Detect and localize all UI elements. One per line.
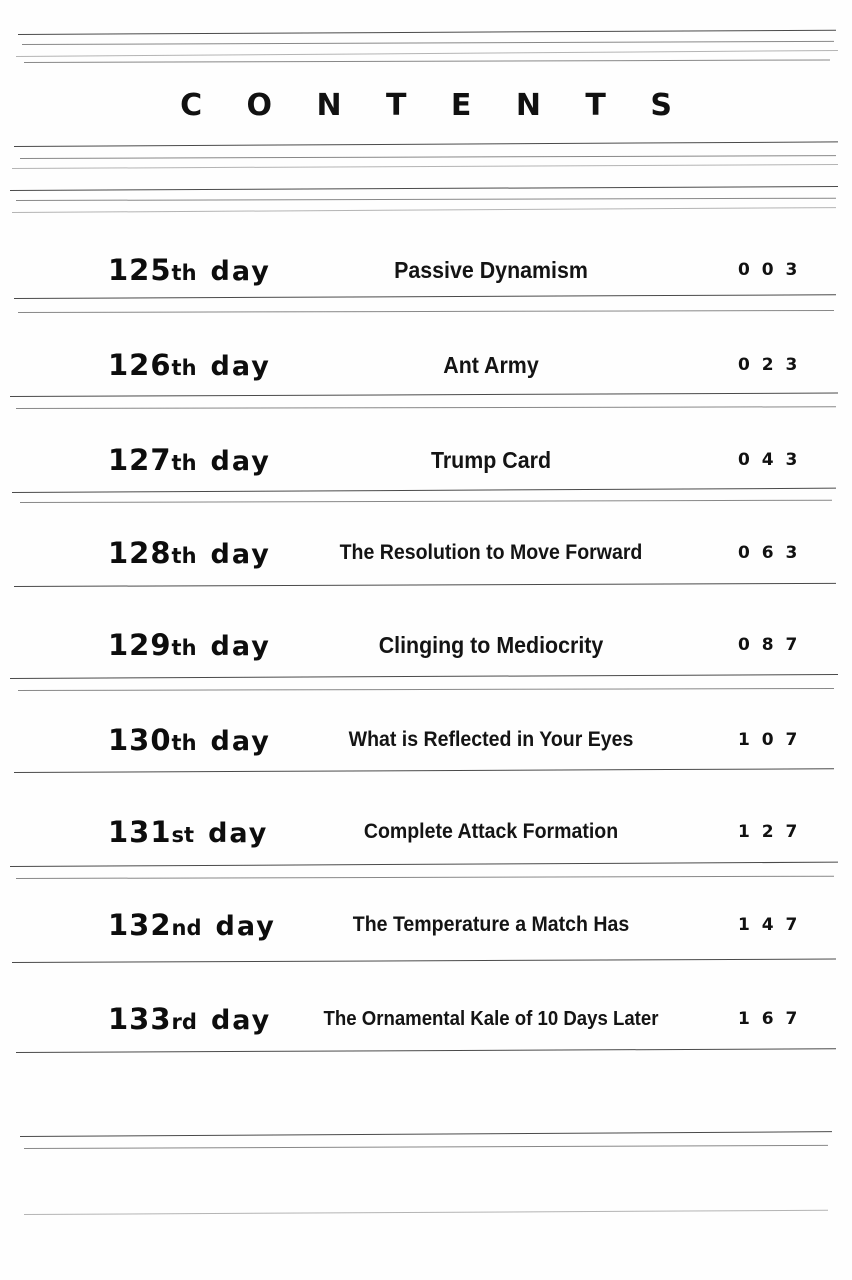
entry-day-word: day xyxy=(210,726,271,757)
rule-line xyxy=(12,488,836,493)
entry-page-number: 1 4 7 xyxy=(738,915,801,935)
rule-line xyxy=(16,50,838,57)
contents-entry[interactable] xyxy=(0,899,852,951)
rule-line xyxy=(16,1048,836,1053)
entry-ordinal: th xyxy=(171,356,197,380)
entry-ordinal: nd xyxy=(171,916,202,940)
entry-number: 132 xyxy=(108,908,172,942)
entry-day-word: day xyxy=(208,818,269,849)
entry-page-number: 0 8 7 xyxy=(738,635,801,655)
entry-ordinal: st xyxy=(171,823,195,847)
rule-line xyxy=(14,768,834,773)
entry-day-word: day xyxy=(215,911,276,942)
entry-number: 130 xyxy=(108,723,172,757)
entry-number: 125 xyxy=(108,253,172,287)
entry-day xyxy=(0,443,271,477)
entry-day-word: day xyxy=(210,1005,272,1036)
entry-ordinal: th xyxy=(171,636,197,660)
rule-line xyxy=(24,1210,828,1215)
rule-line xyxy=(24,1145,828,1149)
entry-ordinal: th xyxy=(171,261,197,285)
rule-line xyxy=(12,959,836,963)
entry-number: 129 xyxy=(108,628,172,662)
contents-entry[interactable] xyxy=(0,527,852,579)
entry-day xyxy=(0,628,271,662)
rule-line xyxy=(16,198,836,201)
entry-day xyxy=(0,536,271,570)
rule-line xyxy=(12,207,836,213)
entry-page-number: 0 0 3 xyxy=(738,260,801,280)
entry-day-word: day xyxy=(210,539,271,570)
entry-title: The Resolution to Move Forward xyxy=(339,541,643,564)
entry-title: What is Reflected in Your Eyes xyxy=(348,728,634,751)
entry-title: Ant Army xyxy=(443,351,539,378)
rule-line xyxy=(20,1131,832,1137)
rule-line xyxy=(18,688,834,691)
entry-title: Passive Dynamism xyxy=(394,256,588,283)
contents-entry[interactable] xyxy=(0,434,852,486)
rule-line xyxy=(20,155,836,159)
entry-title: The Ornamental Kale of 10 Days Later xyxy=(323,1007,659,1030)
entry-page-number: 0 6 3 xyxy=(738,543,801,563)
contents-entry[interactable] xyxy=(0,993,852,1045)
entry-day-word: day xyxy=(210,351,271,382)
rule-line xyxy=(24,59,830,63)
contents-entry[interactable] xyxy=(0,806,852,858)
rule-line xyxy=(14,141,838,147)
entry-title: The Temperature a Match Has xyxy=(352,913,630,936)
entry-ordinal: th xyxy=(171,731,197,755)
entry-day xyxy=(0,1002,272,1036)
rule-line xyxy=(16,876,834,879)
entry-ordinal: rd xyxy=(171,1010,197,1034)
entry-ordinal: th xyxy=(171,451,197,475)
contents-entry[interactable] xyxy=(0,619,852,671)
contents-entry[interactable] xyxy=(0,714,852,766)
entry-day xyxy=(0,723,271,757)
entry-day xyxy=(0,815,269,849)
entry-day xyxy=(0,348,271,382)
rule-line xyxy=(10,674,838,679)
entry-page-number: 0 2 3 xyxy=(738,355,801,375)
rule-line xyxy=(12,164,838,169)
rule-line xyxy=(18,30,836,35)
entry-day xyxy=(0,253,271,287)
entry-number: 127 xyxy=(108,443,172,477)
entry-day xyxy=(0,908,276,942)
entry-number: 131 xyxy=(108,815,172,849)
rule-line xyxy=(20,500,832,503)
entry-page-number: 1 0 7 xyxy=(738,730,801,750)
entry-day-word: day xyxy=(210,256,271,287)
entry-ordinal: th xyxy=(171,544,197,568)
entry-number: 133 xyxy=(108,1002,172,1036)
page-title: C O N T E N T S xyxy=(180,88,689,123)
entry-title: Complete Attack Formation xyxy=(363,820,619,843)
rule-line xyxy=(14,583,836,587)
contents-entry[interactable] xyxy=(0,339,852,391)
entry-day-word: day xyxy=(210,631,271,662)
rule-line xyxy=(10,862,838,867)
rule-line xyxy=(10,186,838,191)
entry-title: Clinging to Mediocrity xyxy=(378,631,604,658)
entry-page-number: 0 4 3 xyxy=(738,450,801,470)
rule-line xyxy=(18,310,834,313)
entry-page-number: 1 2 7 xyxy=(738,822,801,842)
entry-page-number: 1 6 7 xyxy=(738,1009,801,1029)
entry-day-word: day xyxy=(210,446,271,477)
entry-number: 128 xyxy=(108,536,172,570)
entry-title: Trump Card xyxy=(430,446,552,473)
rule-line xyxy=(22,41,834,45)
contents-entry[interactable] xyxy=(0,244,852,296)
rule-line xyxy=(16,406,836,409)
rule-line xyxy=(10,393,838,397)
entry-number: 126 xyxy=(108,348,172,382)
